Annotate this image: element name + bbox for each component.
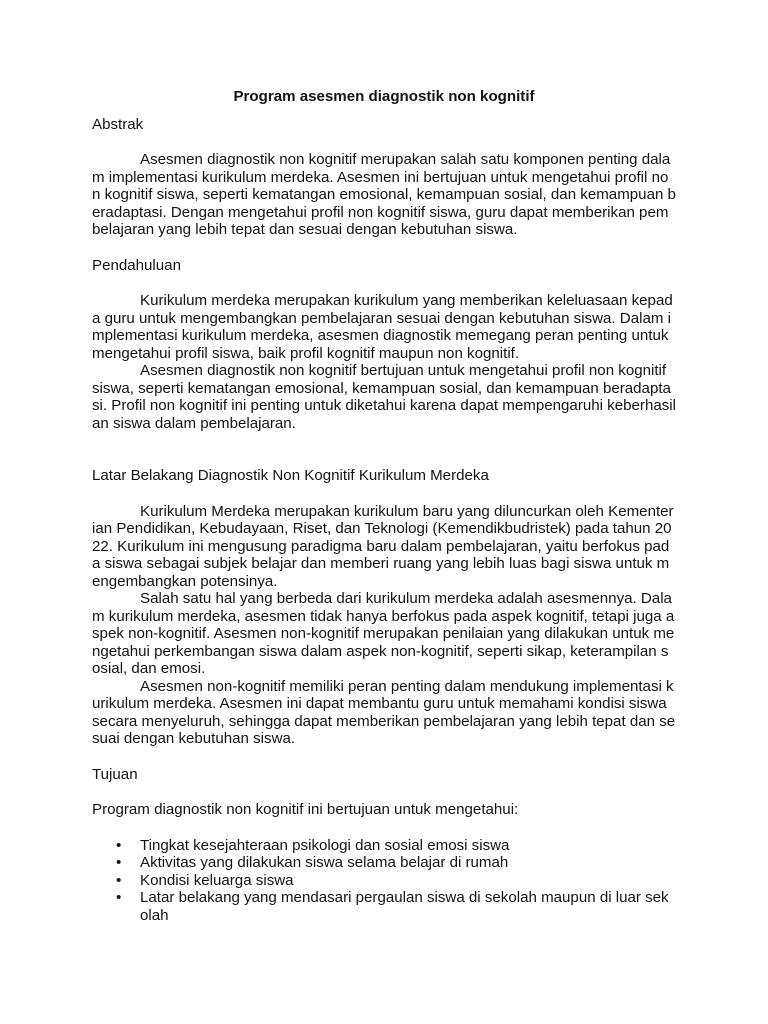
document-page xyxy=(92,88,676,924)
pendahuluan-paragraph-2: Asesmen diagnostik non kognitif bertujuan untuk mengetahui profil non kognitif siswa, seperti kematangan emosional, kemampuan sosial, dan kemampuan beradaptasi. Profil non kognitif ini penting untuk diketahui karena dapat mempengaruhi keberhasilan siswa dalam pembelajaran. xyxy=(92,362,676,432)
section-heading-latar-belakang: Latar Belakang Diagnostik Non Kognitif Kurikulum Merdeka xyxy=(92,467,489,484)
bullet-icon: • xyxy=(116,889,122,906)
bullet-icon: • xyxy=(116,836,122,854)
list-item xyxy=(92,889,676,924)
latar-belakang-paragraph-2: Salah satu hal yang berbeda dari kurikulum merdeka adalah asesmennya. Dalam kurikulum merdeka, asesmen tidak hanya berfokus pada aspek kognitif, tetapi juga aspek non-kognitif. Asesmen non-kognitif merupakan penilaian yang dilakukan untuk mengetahui perkembangan siswa dalam aspek non-kognitif, seperti sikap, keterampilan sosial, dan emosi. xyxy=(92,590,675,677)
list-item-text: Kondisi keluarga siswa xyxy=(140,871,294,889)
latar-belakang-paragraph-3: Asesmen non-kognitif memiliki peran penting dalam mendukung implementasi kurikulum merdeka. Asesmen ini dapat membantu guru untuk memahami kondisi siswa secara menyeluruh, sehingga dapat memberikan pembelajaran yang lebih tepat dan sesuai dengan kebutuhan siswa. xyxy=(92,677,676,747)
section-heading-tujuan: Tujuan xyxy=(92,765,138,783)
bullet-icon: • xyxy=(116,871,122,889)
spacer xyxy=(92,432,676,467)
list-item-text: Tingkat kesejahteraan psikologi dan sosial emosi siswa xyxy=(140,836,510,854)
list-item xyxy=(92,872,676,890)
spacer xyxy=(92,239,676,257)
pendahuluan-paragraph-1: Kurikulum merdeka merupakan kurikulum yang memberikan keleluasaan kepada guru untuk mengembangkan pembelajaran sesuai dengan kebutuhan siswa. Dalam implementasi kurikulum merdeka, asesmen diagnostik memegang peran penting untuk mengetahui profil siswa, baik profil kognitif maupun non kognitif. xyxy=(92,292,673,362)
spacer xyxy=(92,819,676,837)
section-heading-abstrak: Abstrak xyxy=(92,115,144,133)
bullet-icon: • xyxy=(116,854,122,871)
tujuan-bullet-list xyxy=(92,837,676,925)
tujuan-intro: Program diagnostik non kognitif ini bertujuan untuk mengetahui: xyxy=(92,801,519,818)
list-item-text: Latar belakang yang mendasari pergaulan siswa di sekolah maupun di luar sekolah xyxy=(140,889,669,924)
spacer xyxy=(92,485,676,503)
spacer xyxy=(92,748,676,766)
document-title: Program asesmen diagnostik non kognitif xyxy=(233,88,535,105)
section-heading-pendahuluan: Pendahuluan xyxy=(92,256,181,274)
list-item-text: Aktivitas yang dilakukan siswa selama belajar di rumah xyxy=(140,854,509,871)
list-item xyxy=(92,854,676,872)
spacer xyxy=(92,274,676,292)
spacer xyxy=(92,133,676,151)
latar-belakang-paragraph-1: Kurikulum Merdeka merupakan kurikulum baru yang diluncurkan oleh Kementerian Pendidikan, Kebudayaan, Riset, dan Teknologi (Kemendikbudristek) pada tahun 2022. Kurikulum ini mengusung paradigma baru dalam pembelajaran, yaitu berfokus pada siswa sebagai subjek belajar dan memberi ruang yang lebih luas bagi siswa untuk mengembangkan potensinya. xyxy=(92,502,674,590)
list-item xyxy=(92,837,676,855)
abstrak-paragraph: Asesmen diagnostik non kognitif merupakan salah satu komponen penting dalam implementasi kurikulum merdeka. Asesmen ini bertujuan untuk mengetahui profil non kognitif siswa, seperti kematangan emosional, kemampuan sosial, dan kemampuan beradaptasi. Dengan mengetahui profil non kognitif siswa, guru dapat memberikan pembelajaran yang lebih tepat dan sesuai dengan kebutuhan siswa. xyxy=(92,151,676,238)
spacer xyxy=(92,783,676,801)
